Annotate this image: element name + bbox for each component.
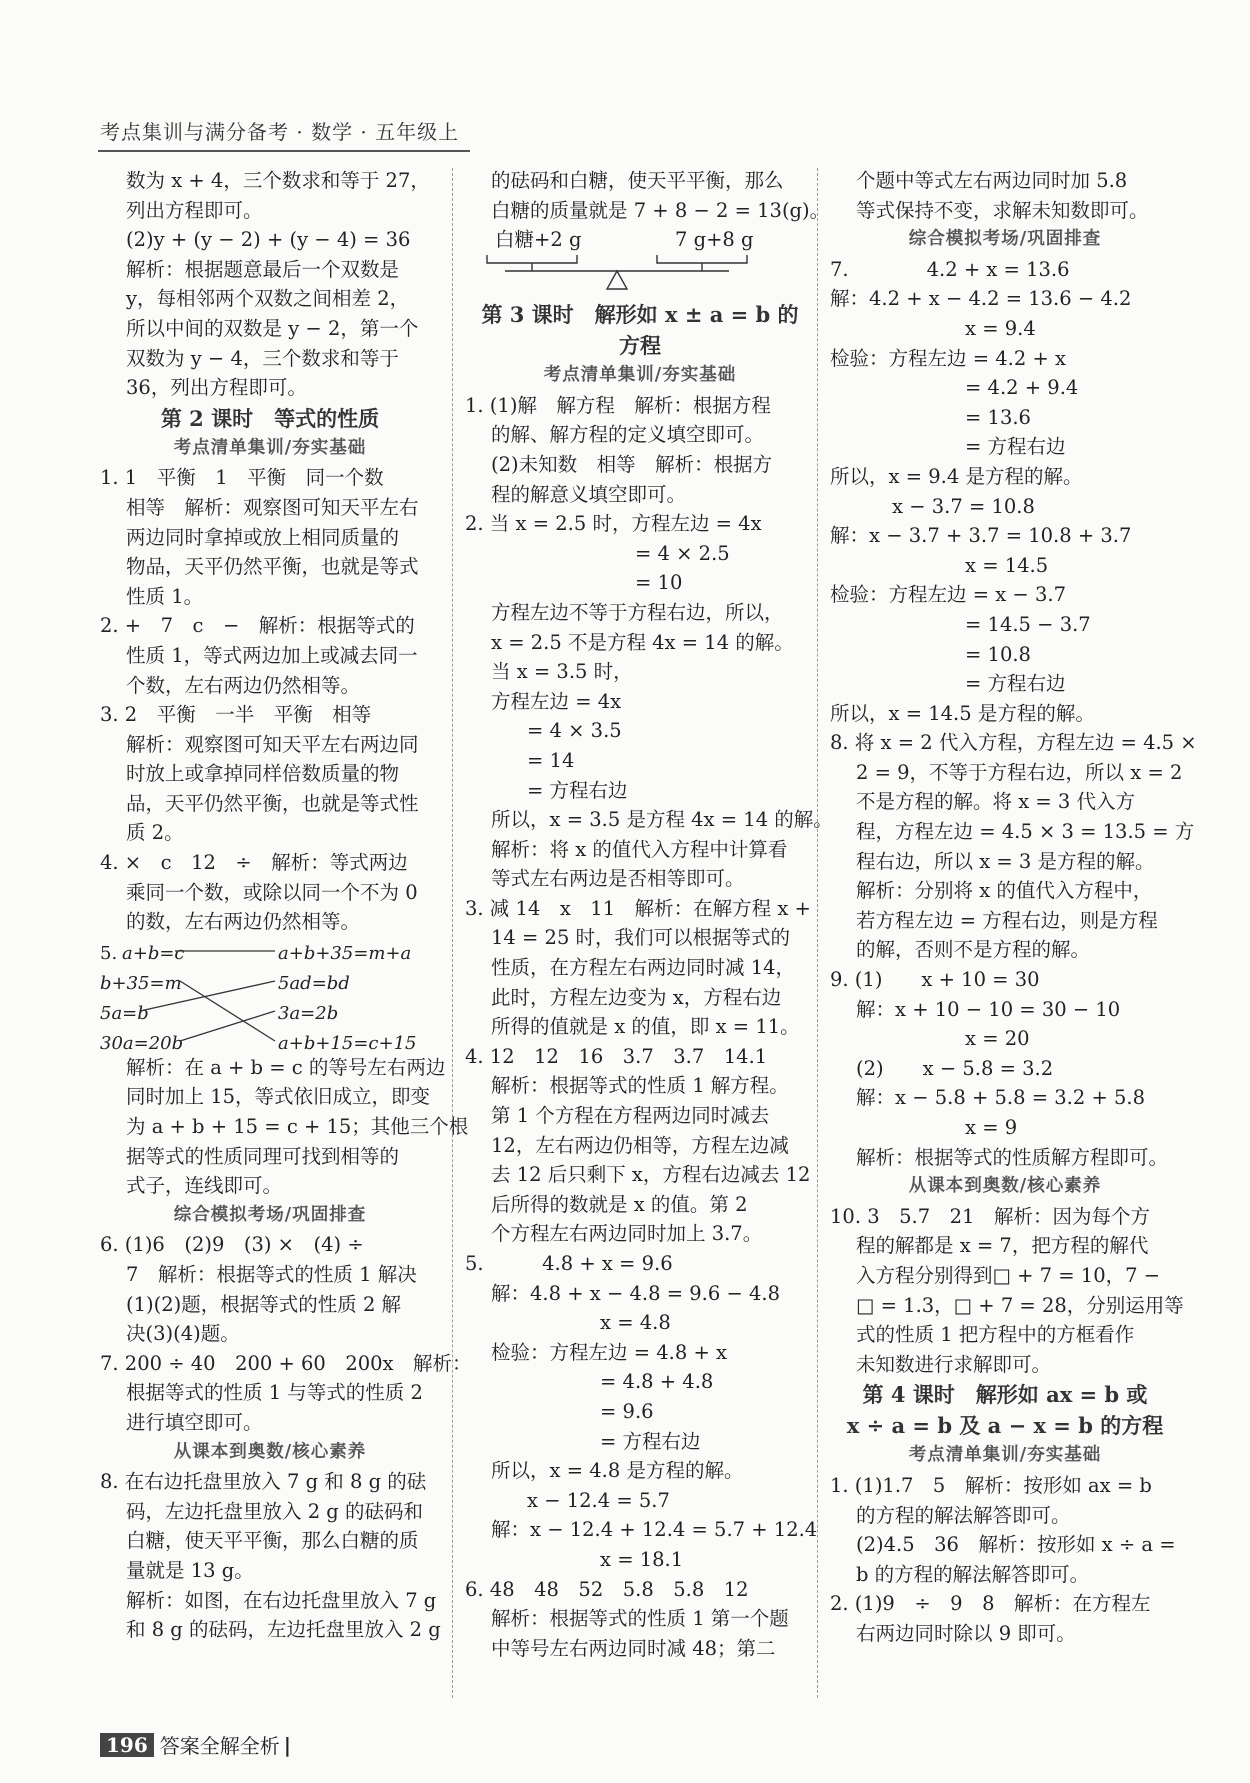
text-line: (1)(2)题，根据等式的性质 2 解 xyxy=(126,1292,402,1316)
text-line: = 4.2 + 9.4 xyxy=(965,376,1079,400)
text-line: 解析：分别将 x 的值代入方程中， xyxy=(856,879,1153,903)
text-line: = 方程右边 xyxy=(965,672,1066,696)
text-line: 入方程分别得到□ + 7 = 10，7 − xyxy=(856,1263,1161,1287)
text-line: 解析：在 a + b = c 的等号左右两边 xyxy=(126,1055,446,1079)
text-line: 12，左右两边仍相等，方程左边减 xyxy=(491,1133,789,1157)
text-line: 性质 1。 xyxy=(126,584,204,608)
text-line: 36，列出方程即可。 xyxy=(126,376,307,400)
text-line: = 方程右边 xyxy=(527,778,628,802)
section-heading: 从课本到奥数/核心素养 xyxy=(908,1176,1102,1197)
text-line: 解：4.2 + x − 4.2 = 13.6 − 4.2 xyxy=(830,287,1132,311)
text-line: 进行填空即可。 xyxy=(126,1410,263,1434)
text-line: 此时，方程左边变为 x，方程右边 xyxy=(491,985,782,1009)
text-line: 的砝码和白糖，使天平平衡，那么 xyxy=(491,169,784,192)
text-line: 解析：根据题意最后一个双数是 xyxy=(126,257,400,281)
match-lines xyxy=(100,937,280,1053)
text-line: 的解，否则不是方程的解。 xyxy=(856,938,1091,962)
text-line: 1. (1)解 解方程 解析：根据方程 xyxy=(465,393,771,417)
match-right: a+b+15=c+15 xyxy=(278,1032,417,1054)
text-line: 所以，x = 3.5 是方程 4x = 14 的解。 xyxy=(491,808,833,832)
text-line: 所以，x = 14.5 是方程的解。 xyxy=(830,701,1095,725)
text-line: 所得的值就是 x 的值，即 x = 11。 xyxy=(491,1015,800,1039)
text-line: 中等号左右两边同时减 48；第二 xyxy=(491,1636,776,1660)
text-line: 时放上或拿掉同样倍数质量的物 xyxy=(126,762,400,786)
text-line: 3. 2 平衡 一半 平衡 相等 xyxy=(100,703,372,727)
text-line: 根据等式的性质 1 与等式的性质 2 xyxy=(126,1381,423,1405)
text-line: 解析：将 x 的值代入方程中计算看 xyxy=(491,837,788,861)
text-line: 个题中等式左右两边同时加 5.8 xyxy=(856,169,1128,192)
text-line: 同时加上 15，等式依旧成立，即变 xyxy=(126,1085,431,1109)
text-line: 品，天平仍然平衡，也就是等式性 xyxy=(126,791,419,815)
text-line: 所以，x = 4.8 是方程的解。 xyxy=(491,1459,744,1483)
column-right-content xyxy=(830,166,1197,1649)
text-line: 质 2。 xyxy=(126,821,184,845)
text-line: x = 4.8 xyxy=(600,1311,671,1335)
match-prefix: 5. xyxy=(100,942,118,964)
text-line: = 10 xyxy=(635,571,683,595)
text-line: 不是方程的解。将 x = 3 代入方 xyxy=(856,790,1136,814)
text-line: 解析：根据等式的性质 1 解方程。 xyxy=(491,1074,789,1098)
balance-right-label: 7 g+8 g xyxy=(675,228,754,252)
text-line: 1. (1)1.7 5 解析：按形如 ax = b xyxy=(830,1473,1152,1497)
text-line: 8. 在右边托盘里放入 7 g 和 8 g 的砝 xyxy=(100,1470,427,1494)
column-left xyxy=(100,166,472,1645)
text-line: 7. 200 ÷ 40 200 + 60 200x 解析： xyxy=(100,1351,472,1375)
lesson-heading: 方程 xyxy=(619,333,661,359)
text-line: 2. + 7 c − 解析：根据等式的 xyxy=(100,614,415,638)
text-line: = 14.5 − 3.7 xyxy=(965,612,1091,636)
text-line: 2 = 9，不等于方程右边，所以 x = 2 xyxy=(856,760,1183,784)
section-heading: 考点清单集训/夯实基础 xyxy=(543,365,737,386)
text-line: = 4 × 3.5 xyxy=(527,719,622,743)
match-left: a+b=c xyxy=(122,942,185,964)
text-line: x = 14.5 xyxy=(965,553,1049,577)
text-line: 6. 48 48 52 5.8 5.8 12 xyxy=(465,1577,749,1601)
text-line: (2)未知数 相等 解析：根据方 xyxy=(491,452,773,476)
text-line: 量就是 13 g。 xyxy=(126,1558,254,1582)
lesson-heading: x ÷ a = b 及 a − x = b 的方程 xyxy=(846,1413,1164,1439)
text-line: 后所得的数就是 x 的值。第 2 xyxy=(491,1192,748,1216)
text-line: y，每相邻两个双数之间相差 2， xyxy=(126,287,410,311)
text-line: 式子，连线即可。 xyxy=(126,1174,283,1198)
text-line: 当 x = 3.5 时， xyxy=(491,660,633,684)
match-right: 5ad=bd xyxy=(278,972,350,994)
text-line: = 4.8 + 4.8 xyxy=(600,1370,714,1394)
text-line: = 13.6 xyxy=(965,405,1031,429)
text-line: = 4 × 2.5 xyxy=(635,541,730,565)
text-line: 方程左边 = 4x xyxy=(491,689,622,713)
text-line: 数为 x + 4，三个数求和等于 27， xyxy=(126,169,430,192)
text-line: 解析：如图，在右边托盘里放入 7 g xyxy=(126,1588,437,1612)
column-left-bottom xyxy=(100,1053,472,1645)
match-left: 30a=20b xyxy=(100,1032,184,1054)
text-line: 程的解都是 x = 7，把方程的解代 xyxy=(856,1234,1149,1258)
text-line: 4. 12 12 16 3.7 3.7 14.1 xyxy=(465,1044,768,1068)
text-line: 7. 4.2 + x = 13.6 xyxy=(830,257,1070,281)
text-line: 决(3)(4)题。 xyxy=(126,1322,240,1346)
section-heading: 从课本到奥数/核心素养 xyxy=(173,1441,367,1462)
text-line: 乘同一个数，或除以同一个不为 0 xyxy=(126,880,418,904)
text-line: 未知数进行求解即可。 xyxy=(856,1352,1052,1376)
text-line: 9. (1) x + 10 = 30 xyxy=(830,968,1040,992)
text-line: = 方程右边 xyxy=(965,435,1066,459)
text-line: 第 1 个方程在方程两边同时减去 xyxy=(491,1104,770,1128)
text-line: x = 9 xyxy=(965,1116,1018,1139)
text-line: 14 = 25 时，我们可以根据等式的 xyxy=(491,926,791,950)
lesson-heading: 第 4 课时 解形如 ax = b 或 xyxy=(862,1382,1148,1408)
section-heading: 考点清单集训/夯实基础 xyxy=(173,437,367,458)
text-line: 5. 4.8 + x = 9.6 xyxy=(465,1252,673,1275)
text-line: 8. 将 x = 2 代入方程，方程左边 = 4.5 × xyxy=(830,731,1197,755)
text-line: 解：x − 3.7 + 3.7 = 10.8 + 3.7 xyxy=(830,524,1132,548)
text-line: 式的性质 1 把方程中的方框看作 xyxy=(856,1323,1135,1347)
column-left-top xyxy=(100,166,440,937)
text-line: 码，左边托盘里放入 2 g 的砝码和 xyxy=(126,1499,423,1523)
text-line: 2. 当 x = 2.5 时，方程左边 = 4x xyxy=(465,512,762,536)
text-line: 所以中间的双数是 y − 2，第一个 xyxy=(126,316,419,340)
text-line: = 9.6 xyxy=(600,1399,654,1423)
header-rule xyxy=(98,150,470,152)
text-line: 检验：方程左边 = 4.8 + x xyxy=(491,1340,727,1364)
text-line: 相等 解析：观察图可知天平左右 xyxy=(126,495,419,519)
text-line: 性质，在方程左右两边同时减 14， xyxy=(491,956,796,980)
section-heading: 综合模拟考场/巩固排查 xyxy=(173,1204,367,1225)
text-line: 方程左边不等于方程右边，所以， xyxy=(491,600,784,624)
text-line: □ = 1.3，□ + 7 = 28，分别运用等 xyxy=(856,1293,1184,1317)
text-line: 的数，左右两边仍然相等。 xyxy=(126,910,361,934)
text-line: 1. 1 平衡 1 平衡 同一个数 xyxy=(100,466,384,490)
text-line: 右两边同时除以 9 即可。 xyxy=(856,1621,1076,1645)
text-line: = 10.8 xyxy=(965,642,1031,666)
footer-label: 答案全解全析 xyxy=(159,1734,280,1758)
text-line: 的方程的解法解答即可。 xyxy=(856,1503,1071,1527)
text-line: x = 9.4 xyxy=(965,316,1036,340)
text-line: 4. × c 12 ÷ 解析：等式两边 xyxy=(100,851,408,875)
section-heading: 综合模拟考场/巩固排查 xyxy=(908,229,1102,250)
text-line: 的解、解方程的定义填空即可。 xyxy=(491,423,765,447)
text-line: 等式左右两边是否相等即可。 xyxy=(491,867,745,891)
text-line: x − 3.7 = 10.8 xyxy=(892,494,1035,518)
text-line: 6. (1)6 (2)9 (3) × (4) ÷ xyxy=(100,1233,364,1257)
text-line: 解析：根据等式的性质 1 第一个题 xyxy=(491,1607,789,1631)
lesson-heading: 第 3 课时 解形如 x ± a = b 的 xyxy=(481,302,799,328)
text-line: 所以，x = 9.4 是方程的解。 xyxy=(830,464,1083,488)
text-line: 7 解析：根据等式的性质 1 解决 xyxy=(126,1263,417,1286)
text-line: 程的解意义填空即可。 xyxy=(491,482,687,506)
text-line: 个方程左右两边同时加上 3.7。 xyxy=(491,1222,763,1246)
balance-left-label: 白糖+2 g xyxy=(495,228,582,252)
text-line: 去 12 后只剩下 x，方程右边减去 12 xyxy=(491,1163,811,1187)
text-line: 10. 3 5.7 21 解析：因为每个方 xyxy=(830,1204,1150,1228)
text-line: (2)4.5 36 解析：按形如 x ÷ a = xyxy=(856,1533,1176,1557)
text-line: 3. 减 14 x 11 解析：在解方程 x + xyxy=(465,896,811,920)
text-line: 解析：观察图可知天平左右两边同 xyxy=(126,732,419,756)
balance-diagram xyxy=(465,225,815,299)
text-line: 若方程左边 = 方程右边，则是方程 xyxy=(856,908,1158,932)
footer: 196 答案全解全析 | xyxy=(100,1730,291,1759)
text-line: b 的方程的解法解答即可。 xyxy=(856,1562,1090,1586)
match-right: 3a=2b xyxy=(278,1002,339,1024)
column-middle-top xyxy=(465,166,830,225)
text-line: 解：4.8 + x − 4.8 = 9.6 − 4.8 xyxy=(491,1281,780,1305)
matching-diagram xyxy=(100,937,440,1053)
text-line: 程，方程左边 = 4.5 × 3 = 13.5 = 方 xyxy=(856,820,1195,844)
text-line: 2. (1)9 ÷ 9 8 解析：在方程左 xyxy=(830,1592,1151,1616)
section-heading: 考点清单集训/夯实基础 xyxy=(908,1445,1102,1466)
column-divider xyxy=(452,168,453,1698)
running-header: 考点集训与满分备考 · 数学 · 五年级上 xyxy=(100,120,460,144)
text-line: 等式保持不变，求解未知数即可。 xyxy=(856,198,1149,222)
column-middle-bottom xyxy=(465,299,833,1663)
text-line: x = 2.5 不是方程 4x = 14 的解。 xyxy=(491,630,794,654)
column-middle xyxy=(465,166,833,1663)
page-number: 196 xyxy=(100,1733,154,1757)
column-divider xyxy=(817,168,818,1698)
text-line: 解：x − 12.4 + 12.4 = 5.7 + 12.4 xyxy=(491,1518,818,1542)
text-line: x − 12.4 = 5.7 xyxy=(527,1488,670,1512)
lesson-heading: 第 2 课时 等式的性质 xyxy=(160,405,380,431)
text-line: x = 20 xyxy=(965,1027,1030,1051)
match-left: b+35=m xyxy=(100,972,182,994)
text-line: 和 8 g 的砝码，左边托盘里放入 2 g xyxy=(126,1618,441,1642)
text-line: 列出方程即可。 xyxy=(126,198,263,222)
text-line: 解：x + 10 − 10 = 30 − 10 xyxy=(856,997,1121,1021)
text-line: 为 a + b + 15 = c + 15；其他三个根 xyxy=(126,1115,469,1139)
text-line: 程右边，所以 x = 3 是方程的解。 xyxy=(856,849,1155,873)
text-line: 据等式的性质同理可找到相等的 xyxy=(126,1144,400,1168)
text-line: 个数，左右两边仍然相等。 xyxy=(126,673,361,697)
text-line: = 14 xyxy=(527,748,575,772)
text-line: 解：x − 5.8 + 5.8 = 3.2 + 5.8 xyxy=(856,1086,1145,1110)
text-line: 检验：方程左边 = x − 3.7 xyxy=(830,583,1066,607)
text-line: 两边同时拿掉或放上相同质量的 xyxy=(126,525,400,549)
text-line: 双数为 y − 4，三个数求和等于 xyxy=(126,346,399,370)
match-right: a+b+35=m+a xyxy=(278,942,412,964)
text-line: 解析：根据等式的性质解方程即可。 xyxy=(856,1145,1169,1169)
text-line: (2)y + (y − 2) + (y − 4) = 36 xyxy=(126,228,411,252)
text-line: = 方程右边 xyxy=(600,1429,701,1453)
match-left: 5a=b xyxy=(100,1002,149,1024)
column-right xyxy=(830,166,1197,1649)
text-line: 白糖，使天平平衡，那么白糖的质 xyxy=(126,1529,419,1553)
text-line: (2) x − 5.8 = 3.2 xyxy=(856,1056,1054,1080)
text-line: 性质 1，等式两边加上或减去同一 xyxy=(126,643,418,667)
text-line: 物品，天平仍然平衡，也就是等式 xyxy=(126,555,419,579)
text-line: 检验：方程左边 = 4.2 + x xyxy=(830,346,1066,370)
text-line: x = 18.1 xyxy=(600,1547,684,1571)
text-line: 白糖的质量就是 7 + 8 − 2 = 13(g)。 xyxy=(491,198,830,222)
balance-scale xyxy=(465,225,785,299)
